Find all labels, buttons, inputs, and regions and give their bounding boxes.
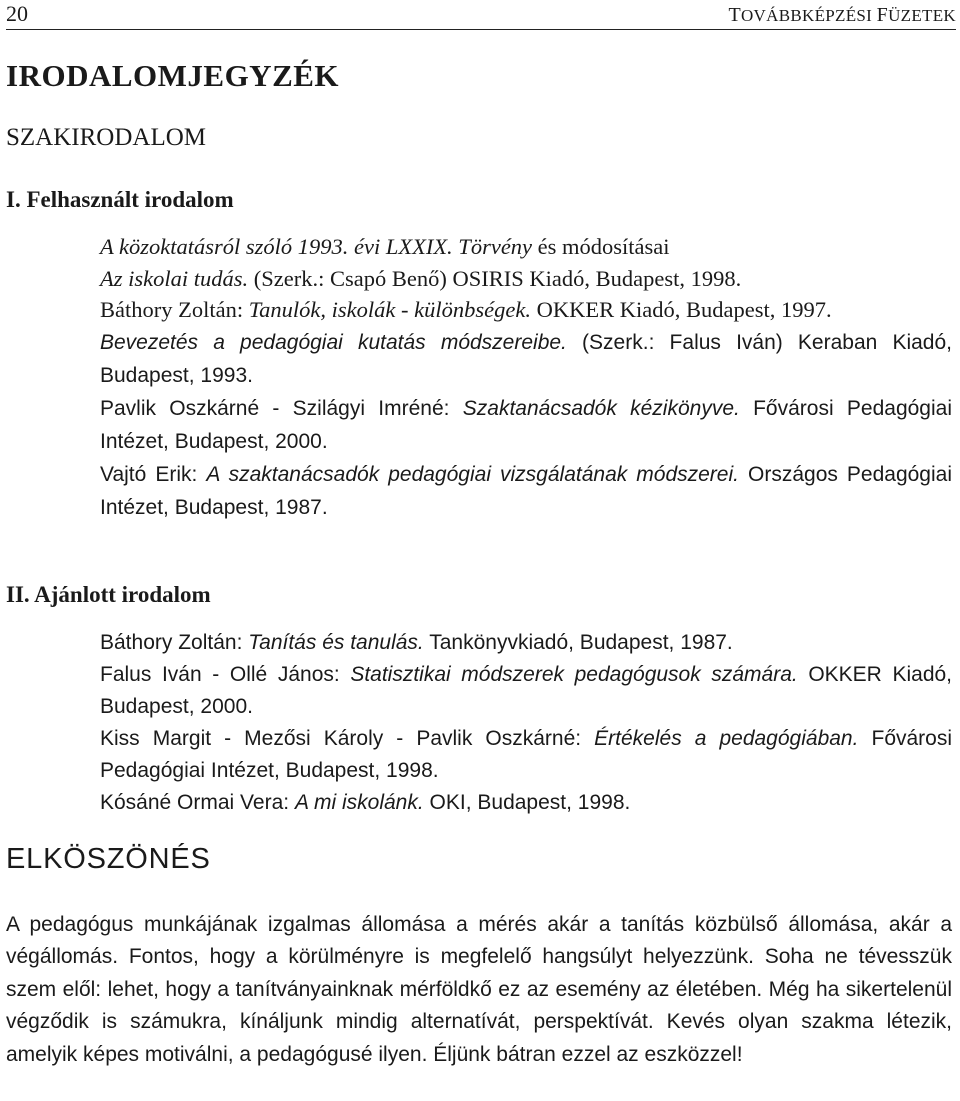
bibliography-subtitle: SZAKIRODALOM [6, 124, 206, 151]
used-literature-list [100, 231, 952, 524]
reference-item: Kósáné Ormai Vera: A mi iskolánk. OKI, Budapest, 1998. [100, 791, 631, 814]
reference-item: Kiss Margit - Mezősi Károly - Pavlik Oszkárné: Értékelés a pedagógiában. Fővárosi Pedagógiai Intézet, Budapest, 1998. [100, 727, 953, 782]
reference-title: Az iskolai tudás. [100, 265, 249, 291]
bibliography-title: IRODALOMJEGYZÉK [6, 58, 340, 93]
reference-title: Statisztikai módszerek pedagógusok számára. [350, 663, 798, 686]
reference-author: Báthory Zoltán: [100, 631, 249, 654]
series-title: TOVÁBBKÉPZÉSI FÜZETEK [728, 4, 956, 26]
section-heading-recommended-literature: II. Ajánlott irodalom [6, 582, 211, 607]
acknowledgement-heading: ELKÖSZÖNÉS [6, 843, 211, 875]
reference-item: Báthory Zoltán: Tanulók, iskolák - különbségek. OKKER Kiadó, Budapest, 1997. [100, 297, 832, 322]
reference-item: Bevezetés a pedagógiai kutatás módszereibe. (Szerk.: Falus Iván) Keraban Kiadó, Budapest, 1993. [100, 330, 953, 387]
reference-title: Értékelés a pedagógiában. [594, 727, 859, 750]
reference-title: A mi iskolánk. [294, 791, 424, 814]
reference-item: Báthory Zoltán: Tanítás és tanulás. Tankönyvkiadó, Budapest, 1987. [100, 631, 733, 654]
reference-author: Falus Iván - Ollé János: [100, 663, 351, 686]
running-header [6, 0, 956, 30]
reference-title: Tanítás és tanulás. [248, 631, 424, 654]
reference-item: Falus Iván - Ollé János: Statisztikai módszerek pedagógusok számára. OKKER Kiadó, Budapest, 2000. [100, 663, 953, 718]
reference-author: Kósáné Ormai Vera: [100, 791, 295, 814]
reference-title: A közoktatásról szóló 1993. évi LXXIX. Törvény [100, 234, 533, 259]
reference-author: Báthory Zoltán: [100, 297, 249, 322]
reference-item: A közoktatásról szóló 1993. évi LXXIX. Törvény és módosításai [100, 234, 670, 259]
reference-title: Bevezetés a pedagógiai kutatás módszereibe. [100, 330, 567, 354]
acknowledgement-paragraph: A pedagógus munkájának izgalmas állomása a mérés akár a tanítás közbülső állomása, akár a végállomás. Fontos, hogy a körülményre is megfelelő hangsúlyt helyezzünk. Soha ne tévesszük szem elől: lehet, hogy a tanítványainknak mérföldkő ez az esemény az életében. Még ha sikertelenül végződik is számukra, kínáljunk mindig alternatívát, perspektívát. Kevés olyan szakma létezik, amelyik képes motiválni, a pedagógusé ilyen. Éljünk bátran ezzel az eszközzel! [6, 913, 952, 1066]
reference-author: Pavlik Oszkárné - Szilágyi Imréné: [100, 396, 463, 420]
reference-item: Az iskolai tudás. (Szerk.: Csapó Benő) OSIRIS Kiadó, Budapest, 1998. [100, 265, 742, 291]
section-heading-used-literature: I. Felhasznált irodalom [6, 187, 234, 212]
reference-title: Szaktanácsadók kézikönyve. [462, 396, 740, 420]
page-number: 20 [6, 1, 28, 26]
recommended-literature-list [100, 627, 952, 819]
reference-author: Vajtó Erik: [100, 462, 207, 486]
reference-title: A szaktanácsadók pedagógiai vizsgálatának módszerei. [206, 462, 739, 486]
reference-item: Vajtó Erik: A szaktanácsadók pedagógiai vizsgálatának módszerei. Országos Pedagógiai Intézet, Budapest, 1987. [100, 462, 952, 519]
reference-author: Kiss Margit - Mezősi Károly - Pavlik Oszkárné: [100, 727, 595, 750]
reference-item: Pavlik Oszkárné - Szilágyi Imréné: Szaktanácsadók kézikönyve. Fővárosi Pedagógiai Intézet, Budapest, 2000. [100, 396, 952, 453]
reference-title: Tanulók, iskolák - különbségek. [248, 297, 531, 322]
